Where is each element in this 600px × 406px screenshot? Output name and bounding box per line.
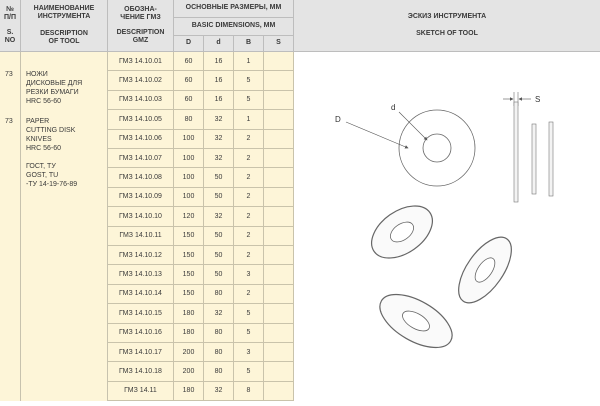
cell-code: ГМЗ 14.10.10 [108,207,174,225]
cell-B: 5 [234,71,264,89]
header-col-d-text: d [216,39,221,47]
table-row [108,188,294,207]
header-dims-en-text: BASIC DIMENSIONS, MM [191,22,276,30]
cell-S [264,227,294,245]
cell-d: 32 [204,304,234,322]
entry-ru-line: НОЖИ [26,71,48,78]
table-row [108,227,294,246]
cell-code: ГМЗ 14.10.06 [108,130,174,148]
cell-B: 8 [234,382,264,400]
no-column [0,52,21,401]
cell-S [264,168,294,186]
disk-perspective-2 [448,229,521,312]
header-name-en-2: OF TOOL [48,37,80,45]
header-col-d [204,36,234,52]
cell-B: 2 [234,246,264,264]
cell-B: 2 [234,130,264,148]
entry-en-line: -ТУ 14-19-76-89 [26,181,78,188]
sketch-area [295,52,600,401]
cell-code: ГМЗ 14.10.03 [108,91,174,109]
cell-D: 120 [174,207,204,225]
entry-en-description [26,117,77,189]
cell-B: 1 [234,110,264,128]
blade-side-view-small [549,122,553,196]
cell-code: ГМЗ 14.10.08 [108,168,174,186]
cell-D: 200 [174,343,204,361]
cell-B: 2 [234,149,264,167]
cell-D: 180 [174,324,204,342]
cell-S [264,149,294,167]
cell-S [264,362,294,380]
inner-diameter-leader [399,112,427,140]
cell-d: 16 [204,91,234,109]
cell-D: 150 [174,246,204,264]
cell-S [264,110,294,128]
header-col-B [234,36,264,52]
entry-ru-line: HRC 56-60 [26,98,62,105]
entry-en-no: 73 [5,118,13,125]
entry-ru-line: РЕЗКИ БУМАГИ [26,89,79,96]
cell-d: 32 [204,207,234,225]
cell-d: 32 [204,130,234,148]
cell-D: 180 [174,382,204,400]
cell-B: 5 [234,91,264,109]
cell-d: 50 [204,188,234,206]
table-row [108,91,294,110]
table-row [108,246,294,265]
header-description [21,0,108,52]
table-row [108,52,294,71]
cell-D: 150 [174,227,204,245]
cell-d: 80 [204,285,234,303]
table-row [108,265,294,284]
table-row [108,71,294,90]
cell-code: ГМЗ 14.10.12 [108,246,174,264]
header-col-S [264,36,294,52]
table-row [108,149,294,168]
table-row [108,110,294,129]
cell-D: 60 [174,71,204,89]
cell-B: 2 [234,207,264,225]
cell-B: 1 [234,52,264,70]
cell-D: 60 [174,52,204,70]
cell-D: 180 [174,304,204,322]
cell-code: ГМЗ 14.10.09 [108,188,174,206]
table-row [108,207,294,226]
cell-code: ГМЗ 14.10.16 [108,324,174,342]
entry-en-line: ГОСТ, ТУ [26,163,56,170]
cell-B: 2 [234,227,264,245]
header-no-en-2: NO [4,36,16,44]
cell-B: 3 [234,265,264,283]
cell-S [264,130,294,148]
cell-D: 150 [174,285,204,303]
cell-code: ГМЗ 14.10.11 [108,227,174,245]
table-row [108,130,294,149]
entry-en-line: KNIVES [26,136,52,143]
cell-d: 50 [204,246,234,264]
entry-ru-line: ДИСКОВЫЕ ДЛЯ [26,80,83,87]
inner-diameter-label: d [391,103,396,112]
entry-ru-no: 73 [5,71,13,78]
cell-S [264,188,294,206]
cell-S [264,71,294,89]
cell-code: ГМЗ 14.11 [108,382,174,400]
disk-front-view [399,110,475,186]
header-sketch [294,0,600,52]
header-desig-en-2: GMZ [132,36,149,44]
cell-code: ГМЗ 14.10.14 [108,285,174,303]
header-col-S-text: S [276,39,281,47]
header-col-B-text: B [245,39,252,47]
header-no [0,0,21,52]
header-sketch-en: SKETCH OF TOOL [416,30,478,37]
entry-ru-description [26,70,82,106]
header-no-ru-2: П/П [3,14,16,22]
cell-code: ГМЗ 14.10.02 [108,71,174,89]
outer-diameter-leader [346,122,408,148]
cell-S [264,52,294,70]
entry-en-line: CUTTING DISK [26,127,76,134]
cell-d: 80 [204,324,234,342]
entry-en-line [26,153,77,162]
cell-d: 32 [204,110,234,128]
cell-S [264,382,294,400]
header-col-D [174,36,204,52]
entry-en-line: HRC 56-60 [26,145,62,152]
cell-code: ГМЗ 14.10.15 [108,304,174,322]
cell-D: 100 [174,168,204,186]
cell-D: 60 [174,91,204,109]
cell-D: 100 [174,130,204,148]
cell-d: 32 [204,382,234,400]
cell-S [264,343,294,361]
table-row [108,362,294,381]
cell-D: 80 [174,110,204,128]
header-col-D-text: D [185,39,192,47]
cell-B: 3 [234,343,264,361]
cell-D: 100 [174,149,204,167]
cell-D: 200 [174,362,204,380]
tool-sketch-drawing [295,52,600,401]
header-dims-ru-text: ОСНОВНЫЕ РАЗМЕРЫ, ММ [185,4,282,12]
cell-S [264,246,294,264]
cell-B: 2 [234,188,264,206]
header-name-ru-1: НАИМЕНОВАНИЕ [33,5,95,13]
cell-B: 5 [234,362,264,380]
disk-perspective-3 [371,284,460,359]
header-desig-ru-1: ОБОЗНА- [124,6,157,14]
table-row [108,343,294,362]
cell-d: 50 [204,265,234,283]
header-no-en-1: S. [6,28,14,36]
cell-code: ГМЗ 14.10.01 [108,52,174,70]
cell-d: 16 [204,52,234,70]
cell-d: 32 [204,149,234,167]
blade-side-view-large [514,102,518,202]
disk-perspective-1 [362,195,442,268]
header-dims-en [174,18,294,36]
cell-S [264,91,294,109]
cell-code: ГМЗ 14.10.07 [108,149,174,167]
table-row [108,324,294,343]
cell-D: 150 [174,265,204,283]
cell-B: 2 [234,168,264,186]
cell-d: 50 [204,227,234,245]
table-row [108,168,294,187]
outer-diameter-label: D [335,115,341,124]
blade-side-view-medium [532,124,536,194]
cell-code: ГМЗ 14.10.17 [108,343,174,361]
header-designation [108,0,174,52]
header-dims-ru [174,0,294,18]
cell-d: 16 [204,71,234,89]
header-name-en-1: DESCRIPTION [40,29,88,37]
cell-B: 2 [234,285,264,303]
cell-code: ГМЗ 14.10.18 [108,362,174,380]
cell-d: 80 [204,343,234,361]
table-row [108,304,294,323]
header-sketch-ru: ЭСКИЗ ИНСТРУМЕНТА [407,12,487,20]
cell-S [264,265,294,283]
cell-S [264,324,294,342]
header-desig-en-1: DESCRIPTION [116,28,165,36]
thickness-label: S [535,95,541,104]
header-no-ru-1: № [6,6,14,14]
cell-d: 50 [204,168,234,186]
header-desig-ru-2: ЧЕНИЕ ГМЗ [120,14,161,22]
entry-en-line: GOST, TU [26,172,59,179]
cell-B: 5 [234,324,264,342]
cell-code: ГМЗ 14.10.05 [108,110,174,128]
cell-code: ГМЗ 14.10.13 [108,265,174,283]
header-name-ru-2: ИНСТРУМЕНТА [37,13,91,21]
entry-en-line: PAPER [26,118,50,125]
cell-S [264,207,294,225]
cell-D: 100 [174,188,204,206]
cell-B: 5 [234,304,264,322]
cell-S [264,304,294,322]
table-row [108,382,294,401]
cell-S [264,285,294,303]
table-row [108,285,294,304]
cell-d: 80 [204,362,234,380]
